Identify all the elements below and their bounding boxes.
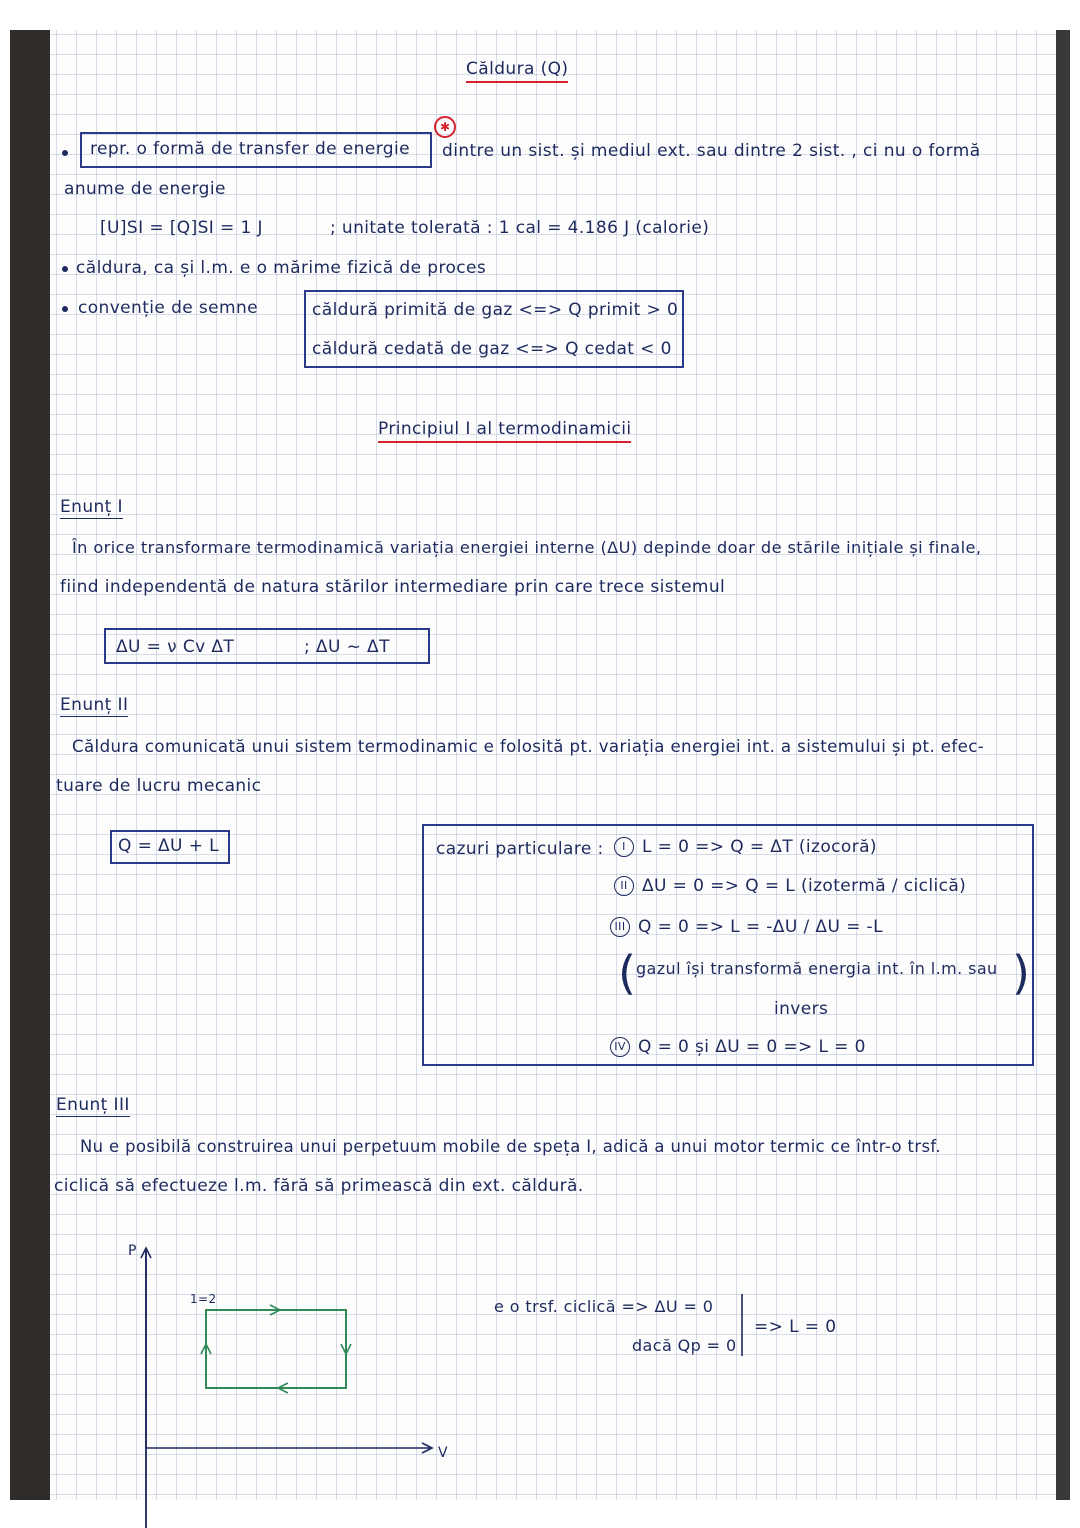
v-axis-label: V (438, 1445, 448, 1461)
enunt-2-text-1: Căldura comunicată unui sistem termodinamic e folosită pt. variația energiei int. a sistemului și pt. efec- (72, 737, 985, 756)
definition-text: dintre un sist. și mediul ext. sau dintre 2 sist. , ci nu o formă (442, 141, 981, 161)
definition-boxed-text: repr. o formă de transfer de energie (90, 139, 410, 159)
sign-convention-line-1: căldură primită de gaz <=> Q primit > 0 (312, 300, 679, 320)
definition-text-2: anume de energie (64, 179, 226, 199)
note-open-paren: ( (618, 946, 636, 1000)
case-number-badge: I (614, 837, 634, 857)
sign-convention-line-2: căldură cedată de gaz <=> Q cedat < 0 (312, 339, 672, 359)
enunt-2-text-2: tuare de lucru mecanic (56, 776, 262, 796)
cycle-condition-2: dacă Qp = 0 (632, 1336, 737, 1355)
process-quantity-text: căldura, ca și l.m. e o mărime fizică de proces (76, 258, 487, 278)
cycle-condition-1: e o trsf. ciclică => ΔU = 0 (494, 1297, 714, 1316)
enunt-3-text-1: Nu e posibilă construirea unui perpetuum mobile de speța I, adică a unui motor termic ce într-o trsf. (80, 1137, 941, 1156)
case-number-badge: IV (610, 1037, 630, 1057)
case-text: ΔU = 0 => Q = L (izotermă / ciclică) (642, 876, 967, 896)
enunt-3-label: Enunț III (56, 1095, 130, 1115)
enunt-1-text-2: fiind independentă de natura stărilor intermediare prin care trece sistemul (60, 577, 726, 597)
cases-title: cazuri particulare : (436, 839, 604, 859)
note-close-paren: ) (1012, 946, 1030, 1000)
case-text: Q = 0 și ΔU = 0 => L = 0 (638, 1037, 866, 1057)
case-text: L = 0 => Q = ΔT (izocoră) (642, 837, 877, 857)
enunt-2-formula: Q = ΔU + L (118, 836, 220, 856)
case-3-note-1: gazul își transformă energia int. în l.m. sau (636, 959, 998, 978)
enunt-1-text-1: În orice transformare termodinamică variația energiei interne (ΔU) depinde doar de stările inițiale și finale, (72, 538, 982, 557)
enunt-1-formula-a: ΔU = ν Cv ΔT (116, 637, 235, 657)
case-3-note-2: invers (774, 999, 829, 1019)
enunt-2-label: Enunț II (60, 695, 129, 715)
enunt-1-formula-b: ; ΔU ~ ΔT (304, 637, 390, 657)
case-number-badge: II (614, 876, 634, 896)
tolerated-unit-text: ; unitate tolerată : 1 cal = 4.186 J (calorie) (330, 218, 710, 238)
sign-convention-label: convenție de semne (78, 298, 259, 318)
enunt-1-label: Enunț I (60, 497, 123, 517)
cycle-result: => L = 0 (754, 1317, 837, 1337)
enunt-3-text-2: ciclică să efectueze l.m. fără să primească din ext. căldură. (54, 1176, 584, 1196)
units-text: [U]SI = [Q]SI = 1 J (100, 218, 263, 238)
case-number-badge: III (610, 917, 630, 937)
page-title: Căldura (Q) (466, 58, 568, 83)
case-text: Q = 0 => L = -ΔU / ΔU = -L (638, 917, 883, 937)
star-mark-icon: ✱ (434, 116, 456, 138)
section-title: Principiul I al termodinamicii (378, 418, 631, 443)
point-label: 1=2 (190, 1292, 217, 1306)
p-axis-label: P (128, 1243, 137, 1259)
